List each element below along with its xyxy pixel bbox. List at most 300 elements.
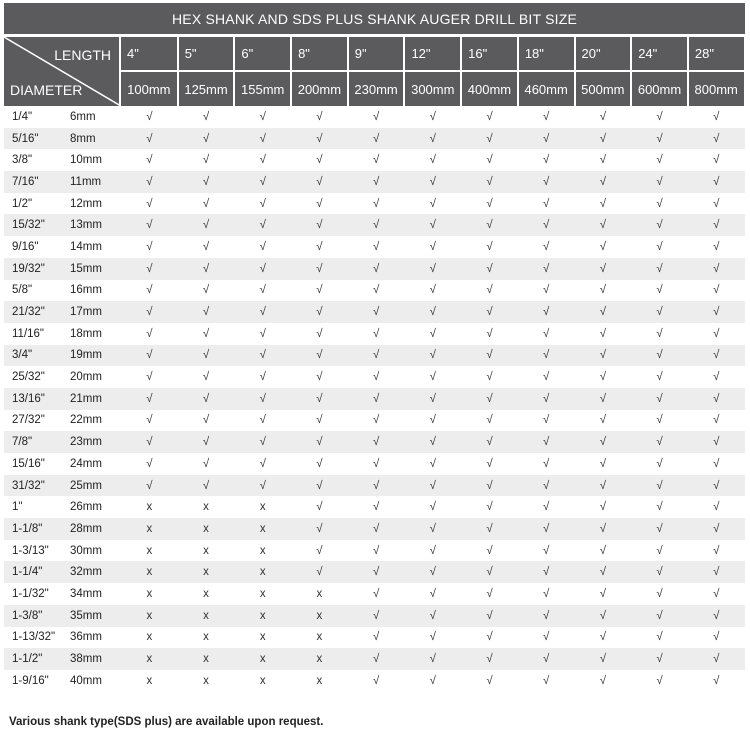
length-header-inches: 4" [121, 37, 178, 71]
diameter-inches: 1-1/32" [12, 587, 49, 600]
available-mark: √ [259, 327, 266, 340]
diameter-inches: 27/32" [12, 414, 45, 427]
diameter-cell [4, 410, 121, 432]
available-mark: √ [291, 475, 348, 497]
unavailable-mark: x [259, 587, 266, 600]
diameter-cell [4, 561, 121, 583]
available-mark: √ [291, 301, 348, 323]
available-mark: √ [348, 345, 405, 367]
diameter-inches: 1-1/2" [12, 653, 43, 666]
available-mark: √ [518, 431, 575, 453]
available-mark: √ [575, 345, 632, 367]
diameter-cell [4, 453, 121, 475]
available-mark: √ [202, 457, 210, 470]
unavailable-mark: x [259, 631, 266, 644]
table-row [4, 627, 745, 649]
diameter-cell [4, 627, 121, 649]
available-mark: √ [461, 345, 518, 367]
available-mark: √ [688, 431, 745, 453]
available-mark: √ [372, 240, 380, 253]
available-mark: √ [543, 240, 550, 253]
available-mark: √ [575, 301, 632, 323]
diameter-cell [4, 648, 121, 670]
available-mark: √ [518, 258, 575, 280]
available-mark: √ [178, 475, 235, 497]
chart-title: HEX SHANK AND SDS PLUS SHANK AUGER DRILL BIT SIZE [4, 3, 745, 34]
available-mark: √ [404, 345, 461, 367]
available-mark: √ [202, 371, 210, 384]
diameter-cell [4, 583, 121, 605]
available-mark: √ [146, 197, 153, 210]
unavailable-mark: x [178, 518, 235, 540]
available-mark: √ [518, 345, 575, 367]
available-mark: √ [575, 431, 632, 453]
available-mark: √ [599, 501, 606, 514]
available-mark: √ [486, 110, 493, 123]
available-mark: √ [631, 475, 688, 497]
available-mark: √ [234, 345, 291, 367]
diameter-cell [4, 670, 121, 692]
available-mark: √ [713, 587, 720, 600]
diameter-mm: 16mm [70, 284, 102, 297]
available-mark: √ [259, 110, 266, 123]
available-mark: √ [234, 431, 291, 453]
available-mark: √ [518, 605, 575, 627]
unavailable-mark: x [203, 631, 209, 644]
available-mark: √ [429, 587, 436, 600]
available-mark: √ [259, 240, 266, 253]
available-mark: √ [656, 587, 663, 600]
available-mark: √ [259, 414, 266, 427]
available-mark: √ [713, 371, 720, 384]
available-mark: √ [316, 327, 323, 340]
diameter-mm: 25mm [70, 479, 102, 492]
available-mark: √ [656, 371, 663, 384]
diameter-cell [4, 106, 121, 128]
available-mark: √ [121, 171, 178, 193]
diameter-cell [4, 431, 121, 453]
available-mark: √ [543, 110, 550, 123]
available-mark: √ [316, 110, 323, 123]
available-mark: √ [348, 171, 405, 193]
table-row [4, 388, 745, 410]
available-mark: √ [202, 154, 210, 167]
available-mark: √ [713, 197, 720, 210]
unavailable-mark: x [316, 674, 323, 687]
table-header [4, 37, 745, 106]
available-mark: √ [543, 371, 550, 384]
available-mark: √ [178, 388, 235, 410]
available-mark: √ [348, 258, 405, 280]
unavailable-mark: x [203, 587, 209, 600]
size-table-wrapper [4, 37, 745, 692]
available-mark: √ [348, 518, 405, 540]
diameter-mm: 34mm [70, 587, 102, 600]
available-mark: √ [429, 371, 436, 384]
available-mark: √ [518, 561, 575, 583]
diameter-cell [4, 475, 121, 497]
available-mark: √ [202, 327, 210, 340]
available-mark: √ [575, 561, 632, 583]
available-mark: √ [404, 518, 461, 540]
diameter-mm: 11mm [70, 175, 102, 188]
available-mark: √ [348, 475, 405, 497]
diameter-cell [4, 540, 121, 562]
diameter-cell [4, 323, 121, 345]
available-mark: √ [656, 110, 663, 123]
available-mark: √ [461, 648, 518, 670]
diameter-inches: 1-3/13" [12, 544, 49, 557]
available-mark: √ [656, 544, 663, 557]
length-header-mm: 400mm [461, 71, 518, 106]
available-mark: √ [234, 258, 291, 280]
available-mark: √ [178, 345, 235, 367]
table-row [4, 214, 745, 236]
available-mark: √ [518, 128, 575, 150]
available-mark: √ [486, 544, 493, 557]
available-mark: √ [316, 284, 323, 297]
available-mark: √ [429, 501, 436, 514]
unavailable-mark: x [316, 631, 323, 644]
available-mark: √ [688, 561, 745, 583]
available-mark: √ [656, 501, 663, 514]
diameter-mm: 18mm [70, 327, 102, 340]
available-mark: √ [631, 345, 688, 367]
available-mark: √ [429, 414, 436, 427]
available-mark: √ [486, 197, 493, 210]
available-mark: √ [518, 518, 575, 540]
available-mark: √ [713, 240, 720, 253]
available-mark: √ [146, 457, 153, 470]
available-mark: √ [259, 457, 266, 470]
table-row [4, 366, 745, 388]
diameter-cell [4, 388, 121, 410]
available-mark: √ [259, 154, 266, 167]
length-header-mm: 200mm [291, 71, 348, 106]
available-mark: √ [372, 544, 380, 557]
diameter-cell [4, 301, 121, 323]
available-mark: √ [543, 197, 550, 210]
available-mark: √ [404, 648, 461, 670]
available-mark: √ [316, 240, 323, 253]
unavailable-mark: x [259, 544, 266, 557]
available-mark: √ [121, 128, 178, 150]
length-header-inches: 8" [291, 37, 348, 71]
diameter-cell [4, 518, 121, 540]
available-mark: √ [291, 518, 348, 540]
available-mark: √ [178, 128, 235, 150]
diameter-inches: 15/32" [12, 219, 45, 232]
available-mark: √ [486, 284, 493, 297]
length-header-inches: 18" [518, 37, 575, 71]
available-mark: √ [178, 171, 235, 193]
available-mark: √ [461, 258, 518, 280]
available-mark: √ [348, 301, 405, 323]
diameter-inches: 19/32" [12, 262, 45, 275]
available-mark: √ [404, 605, 461, 627]
available-mark: √ [631, 388, 688, 410]
diameter-inches: 1/4" [12, 110, 33, 123]
unavailable-mark: x [146, 674, 153, 687]
available-mark: √ [599, 154, 606, 167]
available-mark: √ [291, 561, 348, 583]
unavailable-mark: x [259, 501, 266, 514]
diameter-mm: 40mm [70, 674, 102, 687]
table-body [4, 106, 745, 692]
available-mark: √ [202, 414, 210, 427]
available-mark: √ [202, 240, 210, 253]
available-mark: √ [688, 518, 745, 540]
available-mark: √ [599, 284, 606, 297]
available-mark: √ [599, 457, 606, 470]
available-mark: √ [316, 544, 323, 557]
diameter-inches: 31/32" [12, 479, 45, 492]
available-mark: √ [202, 284, 210, 297]
available-mark: √ [404, 214, 461, 236]
diameter-mm: 28mm [70, 522, 102, 535]
diameter-mm: 22mm [70, 414, 102, 427]
table-row [4, 193, 745, 215]
diameter-mm: 12mm [70, 197, 102, 210]
available-mark: √ [234, 388, 291, 410]
available-mark: √ [599, 631, 606, 644]
length-header-mm: 800mm [688, 71, 745, 106]
unavailable-mark: x [203, 674, 209, 687]
diameter-cell [4, 605, 121, 627]
available-mark: √ [575, 214, 632, 236]
available-mark: √ [234, 475, 291, 497]
available-mark: √ [291, 171, 348, 193]
length-header-inches: 12" [404, 37, 461, 71]
available-mark: √ [291, 345, 348, 367]
available-mark: √ [316, 501, 323, 514]
length-header-mm: 460mm [518, 71, 575, 106]
available-mark: √ [234, 171, 291, 193]
table-row [4, 670, 745, 692]
available-mark: √ [486, 240, 493, 253]
length-label: LENGTH [54, 47, 111, 63]
length-header-inches: 24" [631, 37, 688, 71]
diameter-cell [4, 280, 121, 302]
table-row [4, 496, 745, 518]
available-mark: √ [461, 214, 518, 236]
available-mark: √ [688, 171, 745, 193]
available-mark: √ [713, 110, 720, 123]
diameter-mm: 21mm [70, 392, 102, 405]
diameter-inches: 1-13/32" [12, 631, 56, 644]
length-header-mm: 125mm [178, 71, 235, 106]
diameter-cell [4, 214, 121, 236]
unavailable-mark: x [178, 605, 235, 627]
available-mark: √ [316, 457, 323, 470]
available-mark: √ [575, 258, 632, 280]
available-mark: √ [121, 214, 178, 236]
diameter-inches: 7/8" [12, 436, 33, 449]
available-mark: √ [146, 371, 153, 384]
available-mark: √ [543, 674, 550, 687]
available-mark: √ [713, 501, 720, 514]
length-header-inches: 28" [688, 37, 745, 71]
diameter-mm: 38mm [70, 653, 102, 666]
available-mark: √ [543, 154, 550, 167]
unavailable-mark: x [121, 561, 178, 583]
available-mark: √ [631, 648, 688, 670]
available-mark: √ [348, 128, 405, 150]
available-mark: √ [178, 431, 235, 453]
available-mark: √ [121, 388, 178, 410]
header-corner [4, 37, 121, 106]
available-mark: √ [599, 371, 606, 384]
available-mark: √ [599, 587, 606, 600]
available-mark: √ [631, 128, 688, 150]
unavailable-mark: x [203, 544, 209, 557]
diameter-mm: 14mm [70, 240, 102, 253]
diameter-inches: 5/8" [12, 284, 33, 297]
diameter-mm: 26mm [70, 501, 102, 514]
available-mark: √ [146, 414, 153, 427]
available-mark: √ [713, 284, 720, 297]
available-mark: √ [518, 301, 575, 323]
diameter-mm: 17mm [70, 306, 102, 319]
diameter-cell [4, 345, 121, 367]
available-mark: √ [404, 561, 461, 583]
available-mark: √ [372, 501, 380, 514]
available-mark: √ [656, 197, 663, 210]
diameter-inches: 3/8" [12, 154, 33, 167]
available-mark: √ [372, 327, 380, 340]
available-mark: √ [575, 171, 632, 193]
available-mark: √ [631, 561, 688, 583]
available-mark: √ [713, 327, 720, 340]
available-mark: √ [688, 345, 745, 367]
diameter-inches: 1-1/8" [12, 522, 43, 535]
available-mark: √ [713, 457, 720, 470]
available-mark: √ [461, 301, 518, 323]
diameter-mm: 6mm [70, 110, 96, 123]
available-mark: √ [486, 587, 493, 600]
available-mark: √ [348, 561, 405, 583]
diameter-inches: 15/16" [12, 457, 45, 470]
length-header-inches: 5" [178, 37, 235, 71]
unavailable-mark: x [203, 501, 209, 514]
unavailable-mark: x [146, 631, 153, 644]
available-mark: √ [631, 518, 688, 540]
available-mark: √ [259, 284, 266, 297]
available-mark: √ [599, 327, 606, 340]
available-mark: √ [121, 258, 178, 280]
available-mark: √ [146, 240, 153, 253]
table-row [4, 323, 745, 345]
diameter-cell [4, 171, 121, 193]
available-mark: √ [599, 414, 606, 427]
available-mark: √ [656, 457, 663, 470]
available-mark: √ [372, 457, 380, 470]
available-mark: √ [518, 648, 575, 670]
available-mark: √ [461, 605, 518, 627]
diameter-mm: 36mm [70, 631, 102, 644]
available-mark: √ [543, 544, 550, 557]
unavailable-mark: x [291, 648, 348, 670]
available-mark: √ [631, 431, 688, 453]
table-row [4, 301, 745, 323]
diameter-inches: 1-1/4" [12, 566, 43, 579]
available-mark: √ [486, 154, 493, 167]
diameter-mm: 35mm [70, 609, 102, 622]
available-mark: √ [599, 674, 606, 687]
available-mark: √ [291, 258, 348, 280]
diameter-mm: 20mm [70, 371, 102, 384]
available-mark: √ [518, 475, 575, 497]
diameter-inches: 5/16" [12, 132, 39, 145]
available-mark: √ [348, 648, 405, 670]
available-mark: √ [656, 631, 663, 644]
unavailable-mark: x [234, 605, 291, 627]
length-header-mm: 500mm [575, 71, 632, 106]
available-mark: √ [688, 388, 745, 410]
available-mark: √ [259, 197, 266, 210]
available-mark: √ [316, 371, 323, 384]
available-mark: √ [486, 371, 493, 384]
table-row [4, 149, 745, 171]
available-mark: √ [404, 258, 461, 280]
available-mark: √ [486, 631, 493, 644]
table-row [4, 236, 745, 258]
length-header-inches: 20" [575, 37, 632, 71]
available-mark: √ [461, 171, 518, 193]
available-mark: √ [543, 414, 550, 427]
available-mark: √ [291, 388, 348, 410]
available-mark: √ [543, 284, 550, 297]
available-mark: √ [575, 388, 632, 410]
available-mark: √ [372, 154, 380, 167]
available-mark: √ [461, 388, 518, 410]
available-mark: √ [486, 674, 493, 687]
diameter-inches: 25/32" [12, 371, 45, 384]
diameter-label: DIAMETER [10, 82, 83, 98]
header-row-inches [4, 37, 745, 71]
available-mark: √ [372, 284, 380, 297]
length-header-mm: 230mm [348, 71, 405, 106]
table-row [4, 540, 745, 562]
available-mark: √ [631, 605, 688, 627]
unavailable-mark: x [234, 518, 291, 540]
length-header-mm: 300mm [404, 71, 461, 106]
available-mark: √ [121, 475, 178, 497]
length-header-inches: 6" [234, 37, 291, 71]
available-mark: √ [234, 301, 291, 323]
diameter-mm: 32mm [70, 566, 102, 579]
available-mark: √ [486, 501, 493, 514]
length-header-mm: 600mm [631, 71, 688, 106]
available-mark: √ [372, 674, 380, 687]
available-mark: √ [291, 128, 348, 150]
diameter-mm: 15mm [70, 262, 102, 275]
available-mark: √ [688, 258, 745, 280]
diameter-mm: 13mm [70, 219, 102, 232]
footnote: Various shank type(SDS plus) are available upon request. [9, 716, 324, 728]
available-mark: √ [259, 371, 266, 384]
available-mark: √ [146, 110, 153, 123]
diameter-cell [4, 193, 121, 215]
diameter-inches: 1" [12, 501, 23, 514]
unavailable-mark: x [146, 501, 153, 514]
table-row [4, 453, 745, 475]
table-row [4, 475, 745, 497]
diameter-mm: 19mm [70, 349, 102, 362]
diameter-mm: 10mm [70, 154, 102, 167]
diameter-inches: 1/2" [12, 197, 33, 210]
available-mark: √ [429, 327, 436, 340]
